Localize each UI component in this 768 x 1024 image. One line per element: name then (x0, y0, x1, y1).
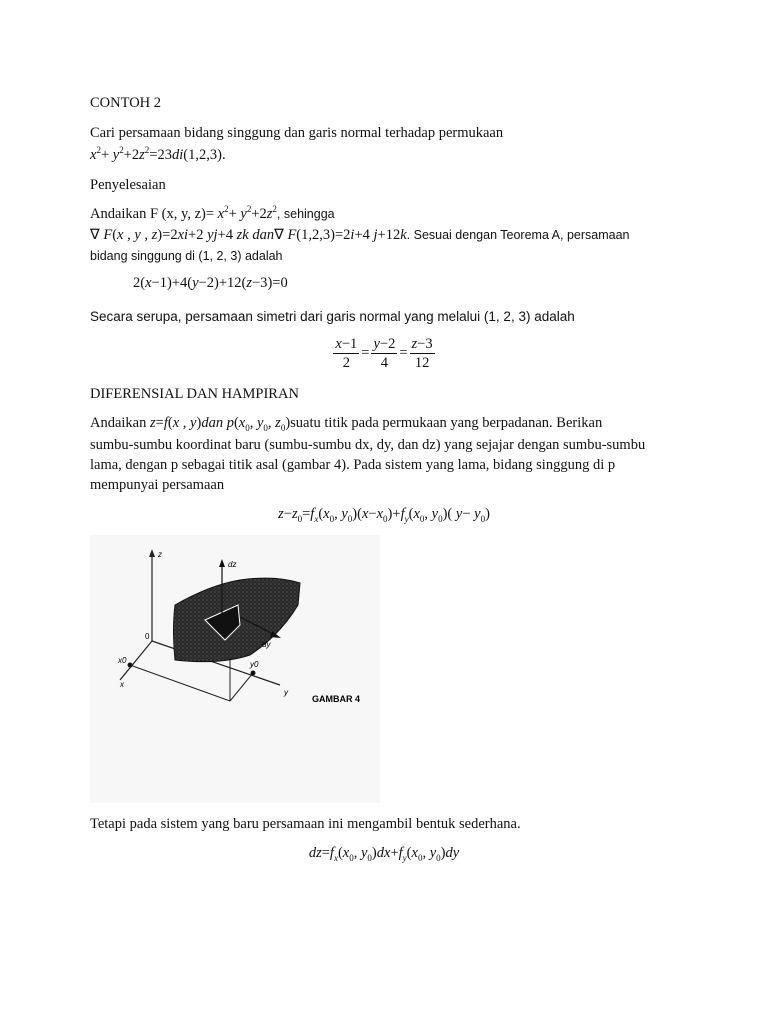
label-x: x (120, 680, 124, 689)
figure-gambar-4 (90, 535, 380, 803)
label-origin: 0 (145, 632, 150, 641)
andaikan-word: Andaikan (90, 415, 147, 431)
tangent-plane-old-equation: $z-z_0=f_x(x_0$, $y_0)(x-x_0)+f_y(x_0$, $y_0$)( $y- y_0$) (278, 506, 490, 524)
simetri-text: Secara serupa, persamaan simetri dari garis normal yang melalui (1, 2, 3) adalah (90, 309, 575, 324)
label-z: z (158, 550, 162, 559)
figure-caption: GAMBAR 4 (312, 694, 361, 704)
differential-equation: $dz=f_x(x_0$, $y_0)dx+f_y(x_0$, $y_0)dy$ (308, 845, 460, 863)
section-heading: DIFERENSIAL DAN HAMPIRAN (90, 386, 299, 402)
solution-heading: Penyelesaian (90, 177, 166, 193)
section-line1: Andaikan z=f(x , y)dan $p(x_0$, $y_0$, $z_0)suatu$ titik pada permukaan yang berpadanan. Berikan (90, 415, 603, 433)
label-y0: y0 (250, 660, 259, 669)
example-heading: CONTOH 2 (90, 95, 162, 111)
gradient-line: ∇ F(x , y , z)=2xi+2 yj+4 zk dan∇ F(1,2,3)=2i+4 j+12k. Sesuai dengan Teorema A, persamaan (90, 227, 630, 243)
label-y: y (284, 688, 288, 697)
tangent-plane-equation: 2(x−1)+4(y−2)+12(z−3)=0 (133, 275, 288, 291)
teorema-text: . Sesuai dengan Teorema A, persamaan (406, 228, 630, 242)
bidang-text: bidang singgung di (1, 2, 3) adalah (90, 249, 283, 263)
y0-point (251, 671, 256, 676)
sehingga-text: , sehingga (276, 207, 335, 221)
andaikan-line: Andaikan F (x, y, $z)= x^2+ y^2+2z^2$, sehingga (90, 204, 335, 222)
x0-point (128, 663, 133, 668)
section-line2: sumbu-sumbu koordinat baru (sumbu-sumbu dx, dy, dan dz) yang sejajar dengan sumbu-sumbu (90, 437, 646, 453)
andaikan-label: Andaikan F (x, y, z)= (90, 206, 215, 222)
problem-equation: $x^2+ y^2+2z^2=23di(1,2,3)$. (90, 145, 226, 163)
suatu-text: suatu titik pada permukaan yang berpadanan. Berikan (290, 415, 603, 431)
normal-line-equation-full: $\frac{x-1}{2}$ = $\frac{y-2}{4}$ = $\frac{z-3}{12}$ (335, 336, 433, 371)
label-dy: dy (262, 640, 271, 649)
section-line3: lama, dengan p sebagai titik asal (gambar 4). Pada sistem yang lama, bidang singgung di p (90, 457, 616, 473)
label-x0: x0 (118, 656, 127, 665)
tetapi-text: Tetapi pada sistem yang baru persamaan ini mengambil bentuk sederhana. (90, 816, 521, 832)
section-line4: mempunyai persamaan (90, 477, 225, 493)
label-dz: dz (228, 560, 237, 569)
problem-text: Cari persamaan bidang singgung dan garis normal terhadap permukaan (90, 125, 504, 141)
